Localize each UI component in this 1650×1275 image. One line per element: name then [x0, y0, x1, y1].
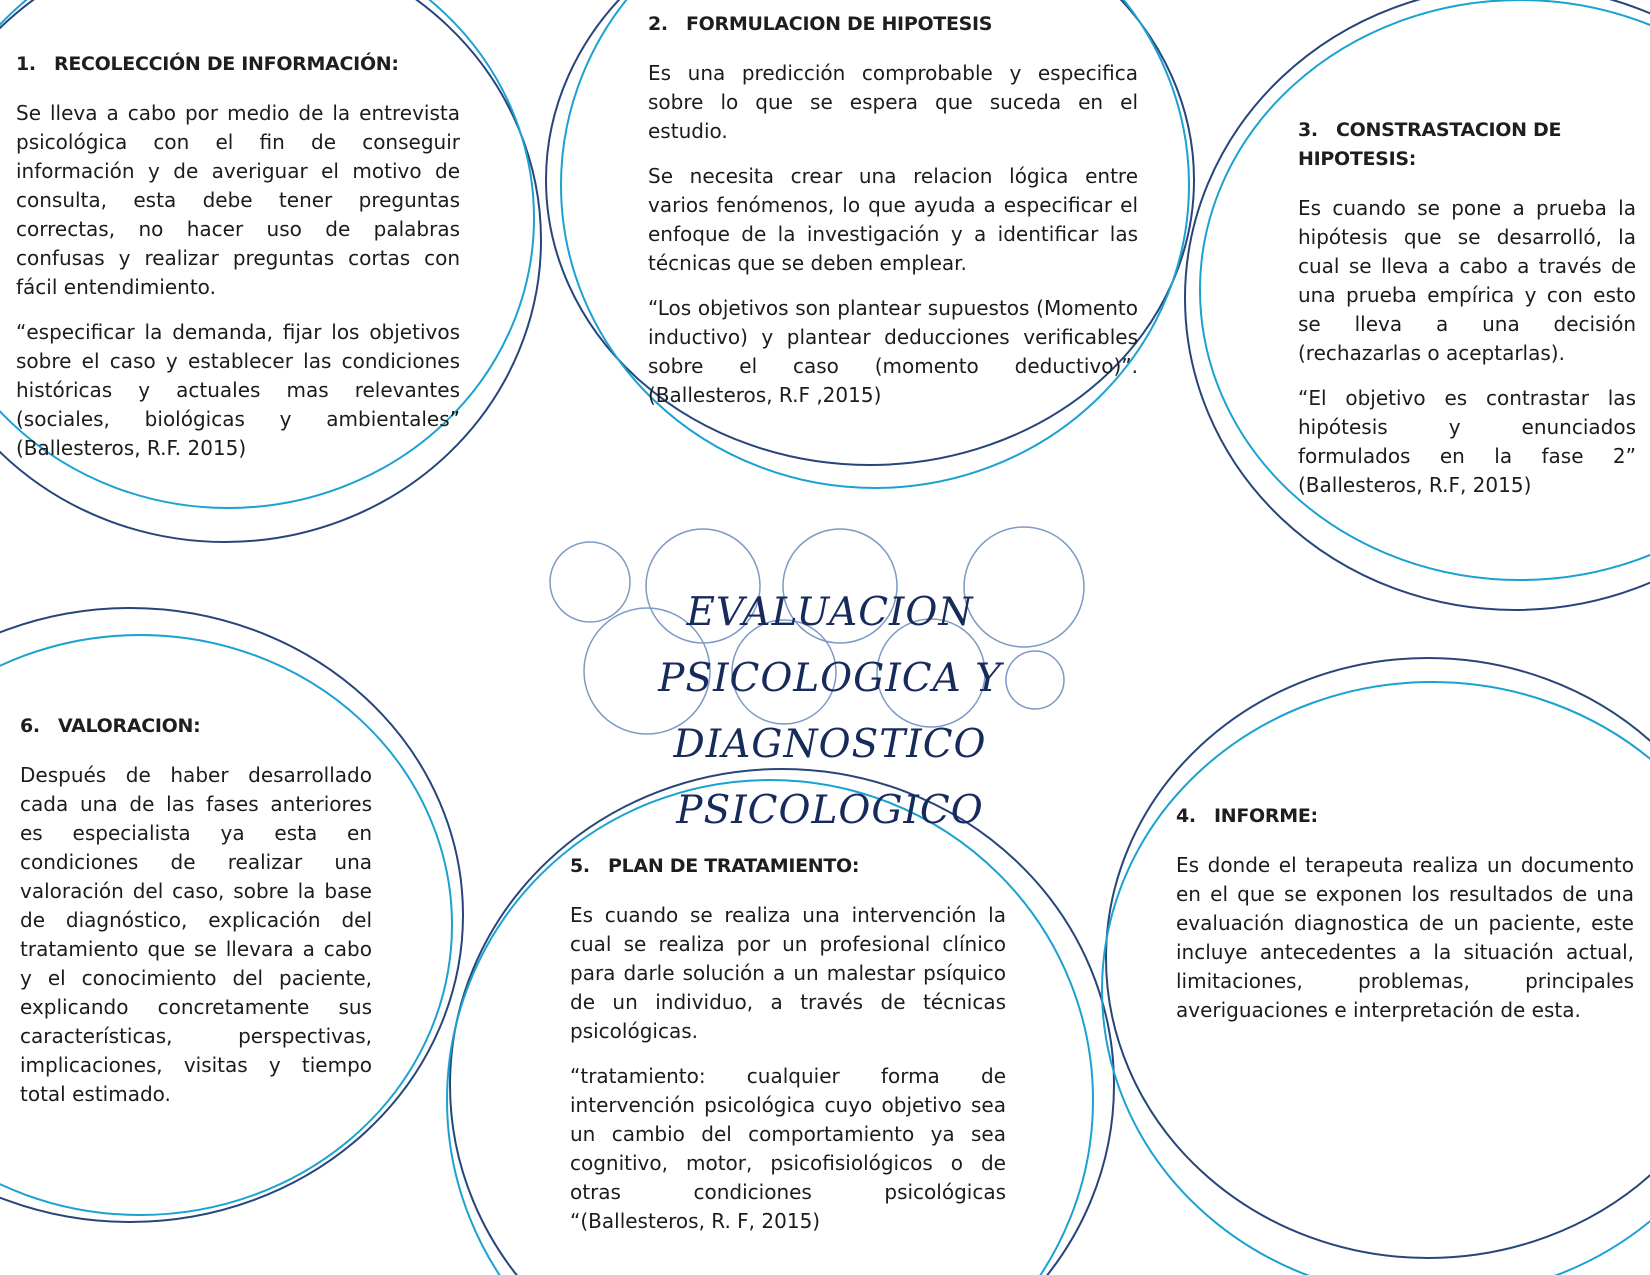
section-paragraph: Se necesita crear una relacion lógica entre varios fenómenos, lo que ayuda a especificar el enfoque de la investigación y a identificar las técnicas que se deben emplear.	[648, 164, 1138, 275]
section-number: 5.	[570, 855, 590, 877]
section-heading-text: VALORACION:	[58, 715, 201, 737]
section-number: 3.	[1298, 119, 1318, 141]
section-recoleccion	[16, 50, 460, 479]
section-number: 1.	[16, 53, 36, 75]
section-number: 6.	[20, 715, 40, 737]
section-paragraph: Después de haber desarrollado cada una de las fases anteriores es especialista ya esta en condiciones de realizar una valoración del caso, sobre la base de diagnóstico, explicación del tratamiento que se llevara a cabo y el conocimiento del paciente, explicando concretamente sus características, perspectivas, implicaciones, visitas y tiempo total estimado.	[20, 763, 372, 1106]
section-heading	[16, 50, 460, 79]
section-heading	[570, 852, 1006, 881]
section-informe	[1176, 802, 1634, 1041]
section-heading-text: PLAN DE TRATAMIENTO:	[608, 855, 860, 877]
section-heading-text: CONSTRASTACION DE HIPOTESIS:	[1298, 119, 1562, 170]
section-paragraph: Es donde el terapeuta realiza un documento en el que se exponen los resultados de una evaluación diagnostica de un paciente, este incluye antecedentes a la situación actual, limitaciones, problemas, principales averiguaciones e interpretación de esta.	[1176, 853, 1634, 1022]
section-heading	[20, 712, 372, 741]
section-paragraph: Es cuando se realiza una intervención la cual se realiza por un profesional clínico para darle solución a un malestar psíquico de un individuo, a través de técnicas psicológicas.	[570, 903, 1006, 1043]
section-heading-text: FORMULACION DE HIPOTESIS	[686, 13, 993, 35]
section-heading	[1298, 116, 1636, 174]
section-paragraph: “especificar la demanda, fijar los objetivos sobre el caso y establecer las condiciones históricas y actuales mas relevantes (sociales, biológicas y ambientales” (Ballesteros, R.F. 2015)	[16, 320, 460, 460]
section-number: 2.	[648, 13, 668, 35]
section-heading	[648, 10, 1138, 39]
section-heading-text: INFORME:	[1214, 805, 1318, 827]
section-plan-tratamiento	[570, 852, 1006, 1252]
section-paragraph: “tratamiento: cualquier forma de intervención psicológica cuyo objetivo sea un cambio del comportamiento ya sea cognitivo, motor, psicofisiológicos o de otras condiciones psicológicas “(Ballesteros, R. F, 2015)	[570, 1064, 1006, 1233]
section-heading-text: RECOLECCIÓN DE INFORMACIÓN:	[54, 53, 399, 75]
section-heading	[1176, 802, 1634, 831]
title-line-2: DIAGNOSTICO PSICOLOGICO	[673, 722, 987, 833]
section-constrastacion	[1298, 116, 1636, 516]
section-number: 4.	[1176, 805, 1196, 827]
title-line-1: EVALUACION PSICOLOGICA Y	[658, 590, 1002, 701]
section-paragraph: Se lleva a cabo por medio de la entrevista psicológica con el fin de conseguir información y de averiguar el motivo de consulta, esta debe tener preguntas correctas, no hacer uso de palabras confusas y realizar preguntas cortas con fácil entendimiento.	[16, 101, 460, 299]
section-paragraph: “El objetivo es contrastar las hipótesis y enunciados formulados en la fase 2” (Ballesteros, R.F, 2015)	[1298, 386, 1636, 497]
section-paragraph: “Los objetivos son plantear supuestos (Momento inductivo) y plantear deducciones verificables sobre el caso (momento deductivo)”. (Ballesteros, R.F ,2015)	[648, 296, 1138, 407]
section-paragraph: Es una predicción comprobable y especifica sobre lo que se espera que suceda en el estudio.	[648, 61, 1138, 143]
section-formulacion	[648, 10, 1138, 426]
main-title	[540, 580, 1120, 844]
section-paragraph: Es cuando se pone a prueba la hipótesis que se desarrolló, la cual se lleva a cabo a través de una prueba empírica y con esto se lleva a una decisión (rechazarlas o aceptarlas).	[1298, 196, 1636, 365]
section-valoracion	[20, 712, 372, 1125]
